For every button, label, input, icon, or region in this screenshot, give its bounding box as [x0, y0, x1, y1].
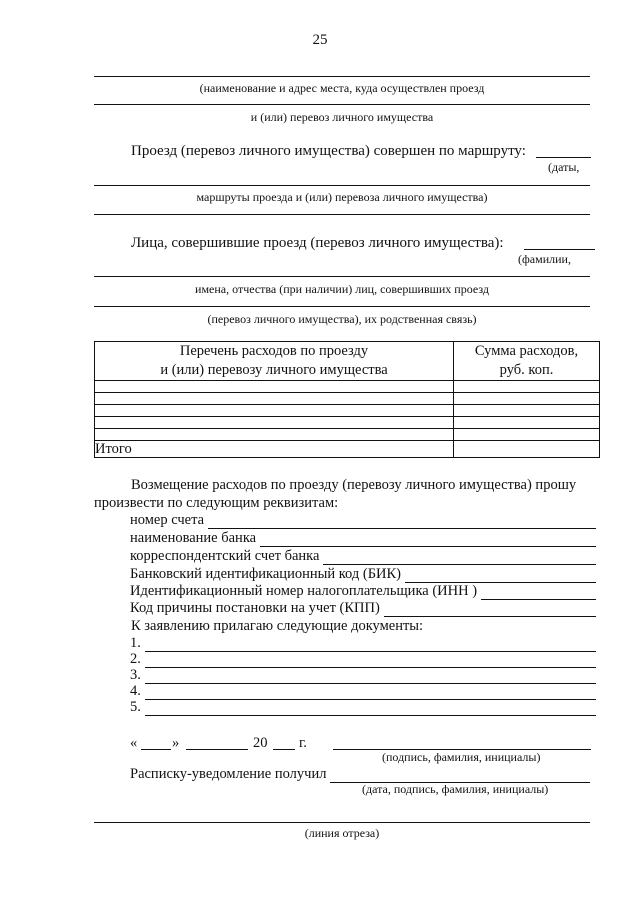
place-line — [94, 76, 590, 77]
caption-date-signature: (дата, подпись, фамилия, инициалы) — [362, 782, 549, 796]
document-line-2: 2. — [130, 651, 596, 668]
route-date-line — [536, 157, 591, 158]
caption-dates: (даты, — [548, 160, 580, 174]
requisite-kpp: Код причины постановки на учет (КПП) — [130, 600, 596, 617]
page-number: 25 — [312, 32, 328, 48]
document-line-1: 1. — [130, 635, 596, 652]
table-row — [95, 405, 600, 417]
date-year-line — [273, 749, 295, 750]
date-year-prefix: 20 — [253, 735, 268, 751]
table-header-row — [95, 342, 600, 381]
date-open-quote: « — [130, 735, 138, 751]
names-line-2 — [94, 306, 590, 307]
table-row — [95, 381, 600, 393]
caption-place-2: и (или) перевоз личного имущества — [250, 110, 434, 124]
document-line-5: 5. — [130, 699, 596, 716]
date-year-suffix: г. — [299, 735, 307, 751]
reimbursement-line-2: произвести по следующим реквизитам: — [94, 495, 339, 511]
header-expenses-sum: Сумма расходов, руб. коп. — [454, 342, 600, 381]
caption-relation: (перевоз личного имущества), их родственная связь) — [207, 312, 477, 326]
caption-signature: (подпись, фамилия, инициалы) — [382, 750, 541, 764]
caption-place: (наименование и адрес места, куда осуществлен проезд — [199, 81, 485, 95]
date-day-line — [141, 749, 171, 750]
persons-statement: Лица, совершившие проезд (перевоз личного имущества): — [131, 235, 504, 251]
caption-routes: маршруты проезда и (или) перевоза личного имущества) — [196, 190, 488, 204]
caption-cut-line: (линия отреза) — [304, 826, 380, 840]
table-row — [95, 417, 600, 429]
requisite-corr-account: корреспондентский счет банка — [130, 548, 596, 565]
total-label: Итого — [95, 441, 454, 458]
requisite-bank-name: наименование банка — [130, 530, 596, 547]
cut-line — [94, 822, 590, 823]
document-line-3: 3. — [130, 667, 596, 684]
route-line-2 — [94, 214, 590, 215]
place-line-2 — [94, 104, 590, 105]
expenses-table — [94, 341, 600, 458]
requisite-inn: Идентификационный номер налогоплательщика (ИНН ) — [130, 583, 596, 600]
reimbursement-line-1: Возмещение расходов по проезду (перевозу личного имущества) прошу — [131, 477, 577, 493]
table-row — [95, 393, 600, 405]
date-month-line — [186, 749, 248, 750]
requisite-bik: Банковский идентификационный код (БИК) — [130, 566, 596, 583]
header-expenses-list: Перечень расходов по проезду и (или) перевозу личного имущества — [95, 342, 454, 381]
route-line — [94, 185, 590, 186]
table-row — [95, 429, 600, 441]
caption-surnames: (фамилии, — [518, 252, 571, 266]
requisite-account-number: номер счета — [130, 512, 596, 529]
attach-intro: К заявлению прилагаю следующие документы: — [131, 618, 424, 634]
date-close-quote: » — [172, 735, 180, 751]
names-line — [94, 276, 590, 277]
caption-names: имена, отчества (при наличии) лиц, совершивших проезд — [195, 282, 489, 296]
route-statement: Проезд (перевоз личного имущества) совершен по маршруту: — [131, 143, 526, 159]
document-line-4: 4. — [130, 683, 596, 700]
table-total-row — [95, 441, 600, 458]
persons-line — [524, 249, 595, 250]
receipt-line: Расписку-уведомление получил — [130, 766, 590, 783]
